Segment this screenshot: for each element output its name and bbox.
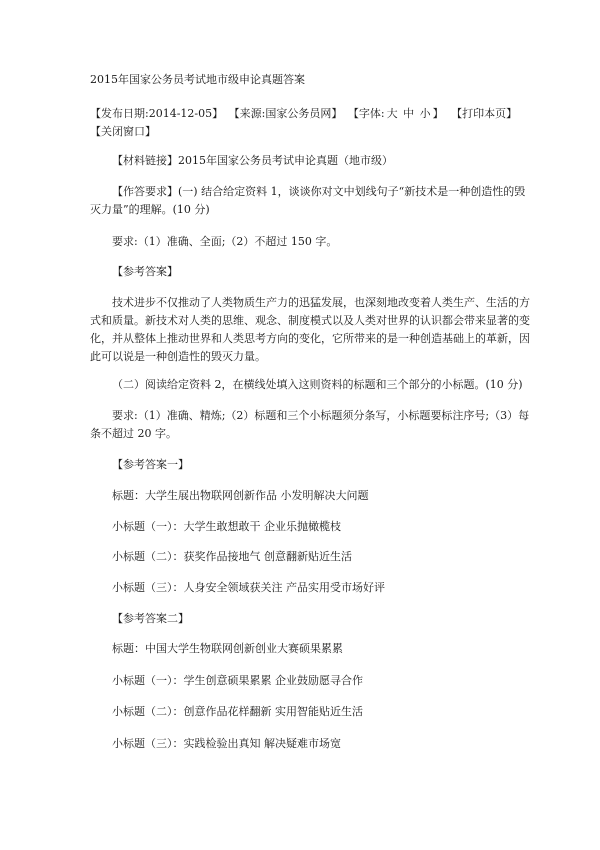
- font-size-suffix: 】: [432, 107, 444, 120]
- page-title: 2015年国家公务员考试地市级申论真题答案: [90, 73, 305, 86]
- q1-answer-text: 技术进步不仅推动了人类物质生产力的迅猛发展，也深刻地改变着人类生产、生活的方式和质量。新技术对人类的思维、观念、制度模式以及人类对世界的认识都会带来显著的变化，并从整体上推动世界和人类思考方向的变化，它所带来的是一种创造基础上的革新，因此可以说是一种创造性的毁灭力量。: [90, 296, 530, 363]
- q1-requirement: 要求:（1）准确、全面;（2）不超过 150 字。: [112, 235, 338, 248]
- answer1-subtitle-3: 小标题（三）：人身安全领域获关注 产品实用受市场好评: [112, 581, 385, 594]
- answer2-title: 标题：中国大学生物联网创新创业大赛硕果累累: [112, 642, 343, 655]
- answer1-subtitle-2: 小标题（二）：获奖作品接地气 创意翻新贴近生活: [112, 550, 352, 563]
- publish-date: 【发布日期:2014-12-05】: [90, 107, 224, 120]
- q2-task: （二）阅读给定资料 2，在横线处填入这则资料的标题和三个部分的小标题。(10 分): [112, 378, 523, 391]
- font-medium-link[interactable]: 中: [403, 107, 415, 120]
- article-meta: [90, 105, 530, 141]
- font-large-link[interactable]: 大: [386, 107, 398, 120]
- answer1-title: 标题：大学生展出物联网创新作品 小发明解决大问题: [112, 489, 369, 502]
- material-link[interactable]: 【材料链接】2015年国家公务员考试申论真题（地市级）: [112, 154, 393, 167]
- q1-task: 【作答要求】(一) 结合给定资料 1，谈谈你对文中划线句子“新技术是一种创造性的毁灭力量”的理解。(10 分): [90, 185, 526, 216]
- answer1-heading: 【参考答案一】: [112, 458, 189, 471]
- answer1-subtitle-1: 小标题（一）：大学生敢想敢干 企业乐抛橄榄枝: [112, 520, 341, 533]
- q2-requirement: 要求:（1）准确、精炼;（2）标题和三个小标题须分条写，小标题要标注序号;（3）每条不超过 20 字。: [90, 409, 530, 440]
- print-link[interactable]: 【打印本页】: [451, 107, 518, 120]
- answer2-subtitle-3: 小标题（三）：实践检验出真知 解决疑难市场宽: [112, 737, 341, 750]
- answer2-subtitle-2: 小标题（二）：创意作品花样翻新 实用智能贴近生活: [112, 705, 363, 718]
- font-size-control: [348, 107, 446, 120]
- q1-answer-heading: 【参考答案】: [112, 265, 178, 278]
- font-size-prefix: 【字体:: [347, 107, 385, 120]
- close-window-link[interactable]: 【关闭窗口】: [90, 125, 156, 138]
- source-label: 【来源:国家公务员网】: [228, 107, 343, 120]
- font-small-link[interactable]: 小: [419, 107, 431, 120]
- answer2-subtitle-1: 小标题（一）：学生创意硕果累累 企业鼓励愿寻合作: [112, 674, 363, 687]
- answer2-heading: 【参考答案二】: [112, 612, 189, 625]
